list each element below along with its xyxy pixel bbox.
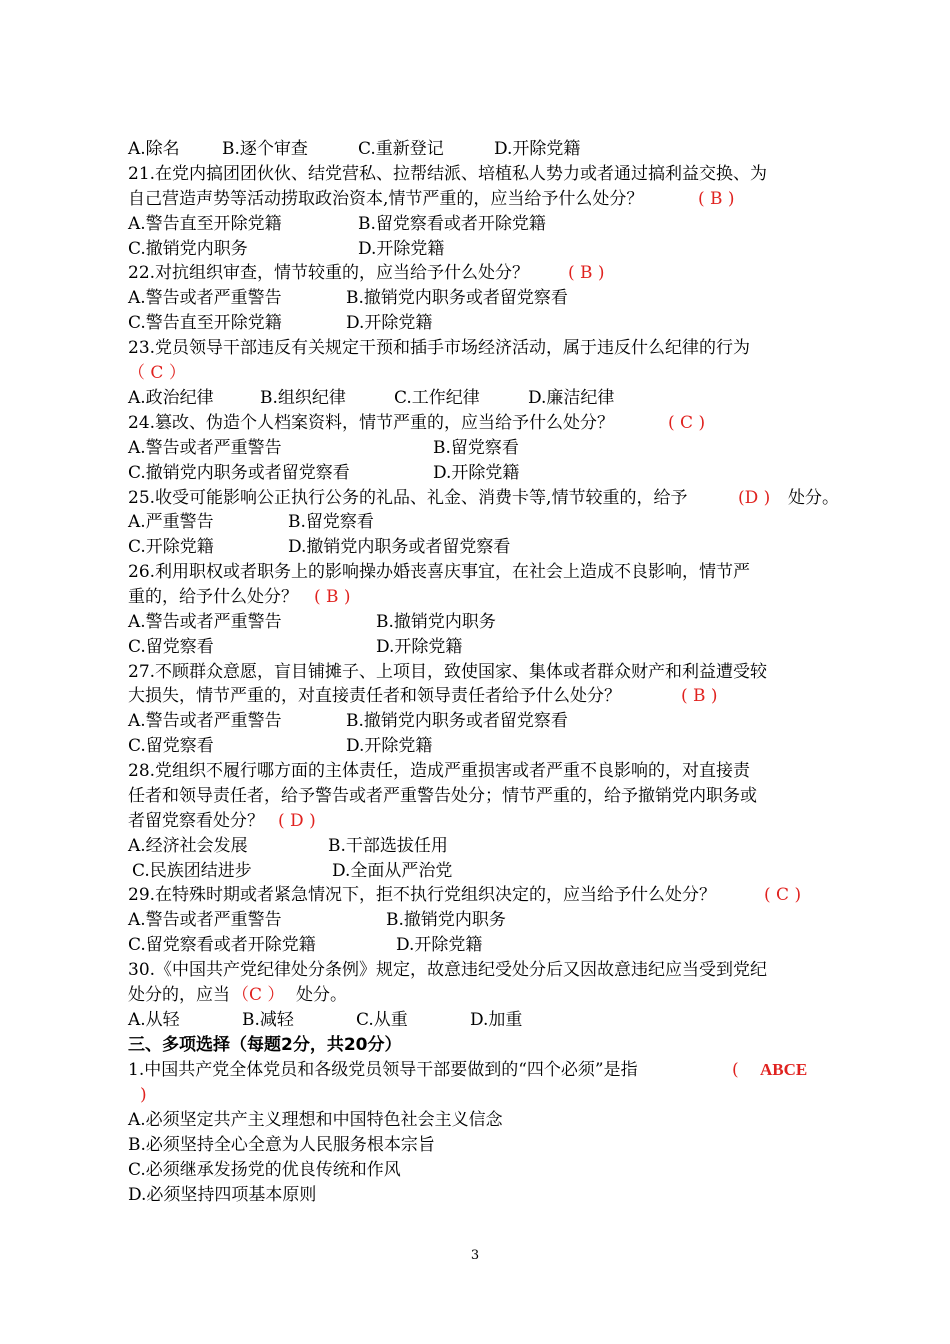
q24-option-a: A.警告或者严重警告	[128, 438, 282, 458]
q20-option-b: B.逐个审查	[222, 139, 308, 159]
m1-answer-close: )	[140, 1085, 147, 1105]
q30-option-a: A.从轻	[128, 1010, 180, 1030]
page-number: 3	[470, 1248, 480, 1263]
q28-answer: ( D )	[278, 811, 316, 831]
q23-text-line1: 23.党员领导干部违反有关规定干预和插手市场经济活动，属于违反什么纪律的行为	[128, 338, 751, 358]
m1-option-b: B.必须坚持全心全意为人民服务根本宗旨	[128, 1135, 435, 1155]
q21-option-b: B.留党察看或者开除党籍	[358, 214, 546, 234]
q26-option-d: D.开除党籍	[376, 637, 463, 657]
m1-option-a: A.必须坚定共产主义理想和中国特色社会主义信念	[128, 1110, 503, 1130]
q28-text-line2: 任者和领导责任者，给予警告或者严重警告处分；情节严重的，给予撤销党内职务或	[128, 786, 757, 806]
q25-option-b: B.留党察看	[288, 512, 374, 532]
q20-option-d: D.开除党籍	[494, 139, 581, 159]
q26-options-row2	[128, 635, 828, 659]
q21-options-row2	[128, 237, 828, 261]
q22-option-a: A.警告或者严重警告	[128, 288, 282, 308]
q26-answer: ( B )	[314, 587, 351, 607]
q27-option-d: D.开除党籍	[346, 736, 433, 756]
q20-option-a: A.除名	[128, 139, 180, 159]
q20-options	[128, 137, 828, 161]
m1-answer-close-line	[128, 1083, 828, 1107]
q26-option-a: A.警告或者严重警告	[128, 612, 282, 632]
q29-options-row1	[128, 908, 828, 932]
q25-option-d: D.撤销党内职务或者留党察看	[288, 537, 511, 557]
q23-answer-line	[128, 361, 828, 385]
q25-options-row2	[128, 535, 828, 559]
q23-option-c: C.工作纪律	[394, 388, 480, 408]
q29-option-b: B.撤销党内职务	[386, 910, 506, 930]
q23-answer: （ C ）	[128, 363, 186, 383]
q27-options-row1	[128, 709, 828, 733]
q30-text-line2: 处分的，应当 （C ） 处分。	[128, 985, 347, 1005]
q28-option-a: A.经济社会发展	[128, 836, 248, 856]
q21-text-line1: 21.在党内搞团团伙伙、结党营私、拉帮结派、培植私人势力或者通过搞利益交换、为	[128, 164, 768, 184]
q23-option-b: B.组织纪律	[260, 388, 346, 408]
q26-options-row1	[128, 610, 828, 634]
m1-text-line1: 1.中国共产党全体党员和各级党员领导干部要做到的“四个必须”是指 ( ABCE	[128, 1060, 808, 1080]
q27-option-c: C.留党察看	[128, 736, 214, 756]
q28-options-row1	[128, 834, 828, 858]
section3-heading	[128, 1033, 828, 1057]
q25-answer: (D )	[738, 488, 771, 508]
q27-answer: ( B )	[681, 686, 718, 706]
q22-text-line1: 22.对抗组织审查，情节较重的，应当给予什么处分？ ( B )	[128, 263, 605, 283]
q25-options-row1	[128, 510, 828, 534]
q21-answer: ( B )	[698, 189, 735, 209]
q28-text-line1: 28.党组织不履行哪方面的主体责任，造成严重损害或者严重不良影响的，对直接责	[128, 761, 751, 781]
q29-answer: ( C )	[764, 885, 802, 905]
q24-option-b: B.留党察看	[433, 438, 519, 458]
q30-option-c: C.从重	[356, 1010, 408, 1030]
q29-text-line1: 29.在特殊时期或者紧急情况下，拒不执行党组织决定的，应当给予什么处分？ ( C )	[128, 885, 802, 905]
q30-options	[128, 1008, 828, 1032]
q29-option-a: A.警告或者严重警告	[128, 910, 282, 930]
m1-option-c: C.必须继承发扬党的优良传统和作风	[128, 1160, 401, 1180]
m1-option-d: D.必须坚持四项基本原则	[128, 1185, 317, 1205]
q24-answer: ( C )	[668, 413, 706, 433]
q25-option-c: C.开除党籍	[128, 537, 214, 557]
q23-options	[128, 386, 828, 410]
q21-option-c: C.撤销党内职务	[128, 239, 248, 259]
section3-title: 三、多项选择（每题2分，共20分）	[128, 1035, 402, 1055]
q30-option-b: B.减轻	[242, 1010, 294, 1030]
m1-answer: ABCE	[760, 1060, 808, 1079]
q24-text-line1: 24.篡改、伪造个人档案资料，情节严重的，应当给予什么处分？ ( C )	[128, 413, 706, 433]
q24-options-row2	[128, 461, 828, 485]
q28-text-line3: 者留党察看处分？ ( D )	[128, 811, 316, 831]
q27-text-line1: 27.不顾群众意愿，盲目铺摊子、上项目，致使国家、集体或者群众财产和利益遭受较	[128, 662, 768, 682]
q23-option-d: D.廉洁纪律	[528, 388, 615, 408]
q30-option-d: D.加重	[470, 1010, 523, 1030]
q28-option-d: D.全面从严治党	[332, 861, 453, 881]
q20-option-c: C.重新登记	[358, 139, 444, 159]
q28-option-b: B.干部选拔任用	[328, 836, 448, 856]
q27-text-line2: 大损失，情节严重的，对直接责任者和领导责任者给予什么处分？ ( B )	[128, 686, 718, 706]
q27-option-b: B.撤销党内职务或者留党察看	[346, 711, 568, 731]
q22-answer: ( B )	[568, 263, 605, 283]
q22-option-d: D.开除党籍	[346, 313, 433, 333]
q26-option-c: C.留党察看	[128, 637, 214, 657]
q21-options-row1	[128, 212, 828, 236]
m1-answer-open: (	[732, 1060, 739, 1080]
q29-option-c: C.留党察看或者开除党籍	[128, 935, 316, 955]
q30-answer: （C ）	[232, 985, 285, 1005]
q21-option-d: D.开除党籍	[358, 239, 445, 259]
q26-text-line1: 26.利用职权或者职务上的影响操办婚丧喜庆事宜，在社会上造成不良影响，情节严	[128, 562, 751, 582]
q27-options-row2	[128, 734, 828, 758]
q22-options-row2	[128, 311, 828, 335]
q21-text-line2: 自己营造声势等活动捞取政治资本,情节严重的，应当给予什么处分？ ( B )	[128, 189, 735, 209]
q30-text-line1: 30.《中国共产党纪律处分条例》规定，故意违纪受处分后又因故意违纪应当受到党纪	[128, 960, 768, 980]
q24-option-c: C.撤销党内职务或者留党察看	[128, 463, 350, 483]
q28-options-row2	[128, 859, 828, 883]
q25-option-a: A.严重警告	[128, 512, 214, 532]
q22-option-b: B.撤销党内职务或者留党察看	[346, 288, 568, 308]
q21-option-a: A.警告直至开除党籍	[128, 214, 282, 234]
q27-option-a: A.警告或者严重警告	[128, 711, 282, 731]
q22-options-row1	[128, 286, 828, 310]
q24-option-d: D.开除党籍	[433, 463, 520, 483]
q28-option-c: C.民族团结进步	[132, 861, 252, 881]
q29-options-row2	[128, 933, 828, 957]
q24-options-row1	[128, 436, 828, 460]
q26-option-b: B.撤销党内职务	[376, 612, 496, 632]
q22-option-c: C.警告直至开除党籍	[128, 313, 282, 333]
q23-option-a: A.政治纪律	[128, 388, 214, 408]
q25-text-line1: 25.收受可能影响公正执行公务的礼品、礼金、消费卡等,情节较重的，给予 (D ) 处分。	[128, 488, 839, 508]
q29-option-d: D.开除党籍	[396, 935, 483, 955]
q26-text-line2: 重的，给予什么处分？ ( B )	[128, 587, 351, 607]
